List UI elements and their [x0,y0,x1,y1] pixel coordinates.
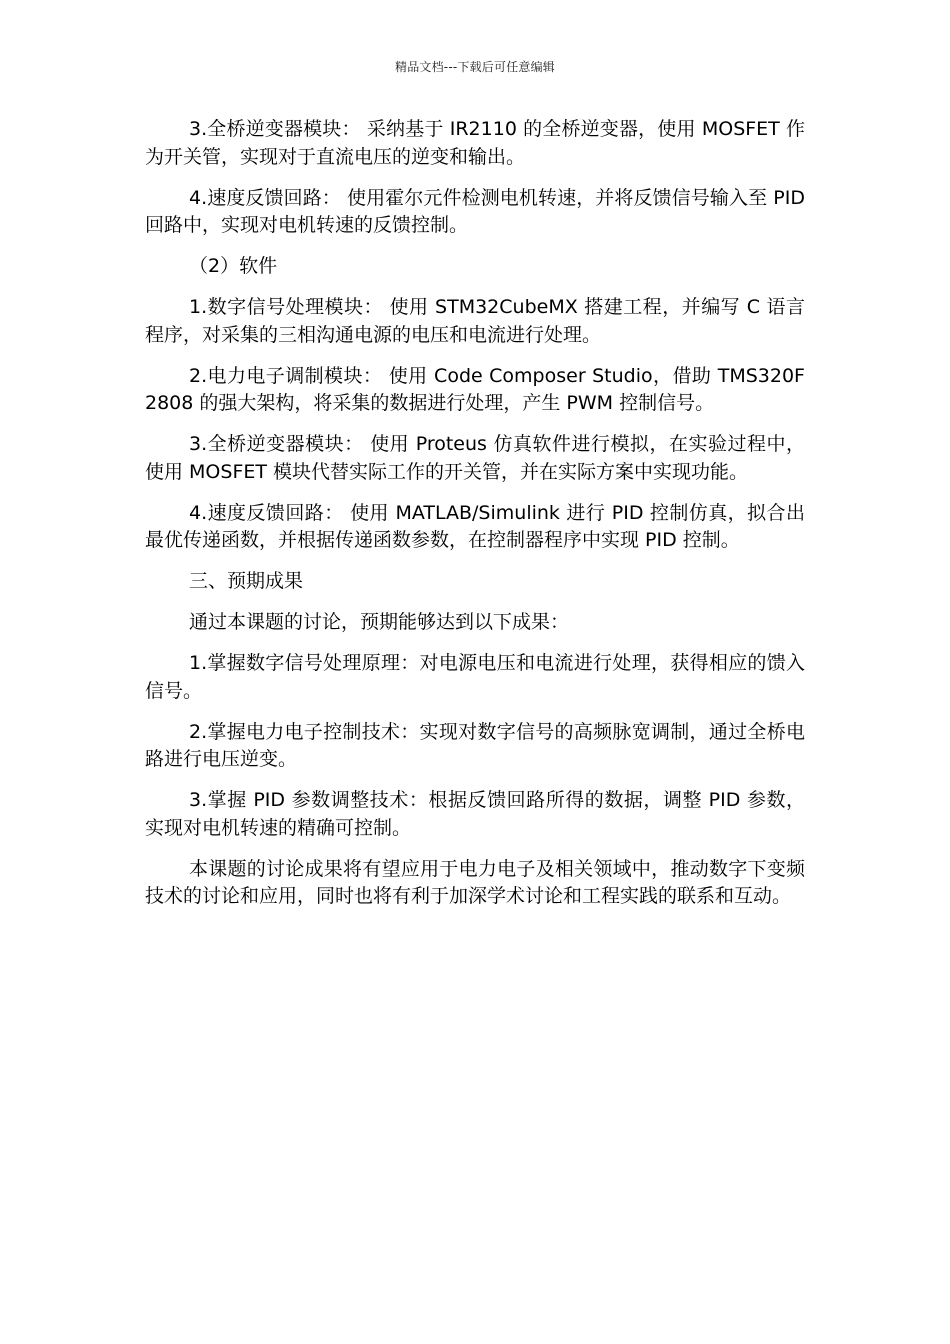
paragraph-power-modulation-module: 2.电力电子调制模块： 使用 Code Composer Studio，借助 TMS320F2808 的强大架构，将采集的数据进行处理，产生 PWM 控制信号。 [145,364,805,414]
paragraph-dsp-module: 1.数字信号处理模块： 使用 STM32CubeMX 搭建工程，并编写 C 语言程序，对采集的三相沟通电源的电压和电流进行处理。 [145,296,805,346]
paragraph-speed-feedback-software: 4.速度反馈回路： 使用 MATLAB/Simulink 进行 PID 控制仿真，拟合出最优传递函数，并根据传递函数参数，在控制器程序中实现 PID 控制。 [145,501,805,551]
paragraph-result-pid: 3.掌握 PID 参数调整技术：根据反馈回路所得的数据，调整 PID 参数，实现对电机转速的精确可控制。 [145,789,805,839]
paragraph-result-power-control: 2.掌握电力电子控制技术：实现对数字信号的高频脉宽调制，通过全桥电路进行电压逆变。 [145,720,805,770]
section-heading-software: （2）软件 [189,255,278,277]
document-body [145,116,805,924]
paragraph-speed-feedback-hardware: 4.速度反馈回路： 使用霍尔元件检测电机转速，并将反馈信号输入至 PID 回路中，实现对电机转速的反馈控制。 [145,186,805,236]
paragraph-result-dsp: 1.掌握数字信号处理原理：对电源电压和电流进行处理，获得相应的馈入信号。 [145,652,805,702]
paragraph-results-intro: 通过本课题的讨论，预期能够达到以下成果： [189,611,570,633]
section-heading-expected-results: 三、预期成果 [189,570,304,592]
paragraph-full-bridge-inverter-software: 3.全桥逆变器模块： 使用 Proteus 仿真软件进行模拟，在实验过程中，使用 MOSFET 模块代替实际工作的开关管，并在实际方案中实现功能。 [145,433,805,483]
paragraph-full-bridge-inverter-hardware: 3.全桥逆变器模块： 采纳基于 IR2110 的全桥逆变器，使用 MOSFET 作为开关管，实现对于直流电压的逆变和输出。 [145,118,805,168]
page-header: 精品文档---下载后可任意编辑 [395,60,555,74]
paragraph-conclusion: 本课题的讨论成果将有望应用于电力电子及相关领域中，推动数字下变频技术的讨论和应用，同时也将有利于加深学术讨论和工程实践的联系和互动。 [145,857,805,907]
